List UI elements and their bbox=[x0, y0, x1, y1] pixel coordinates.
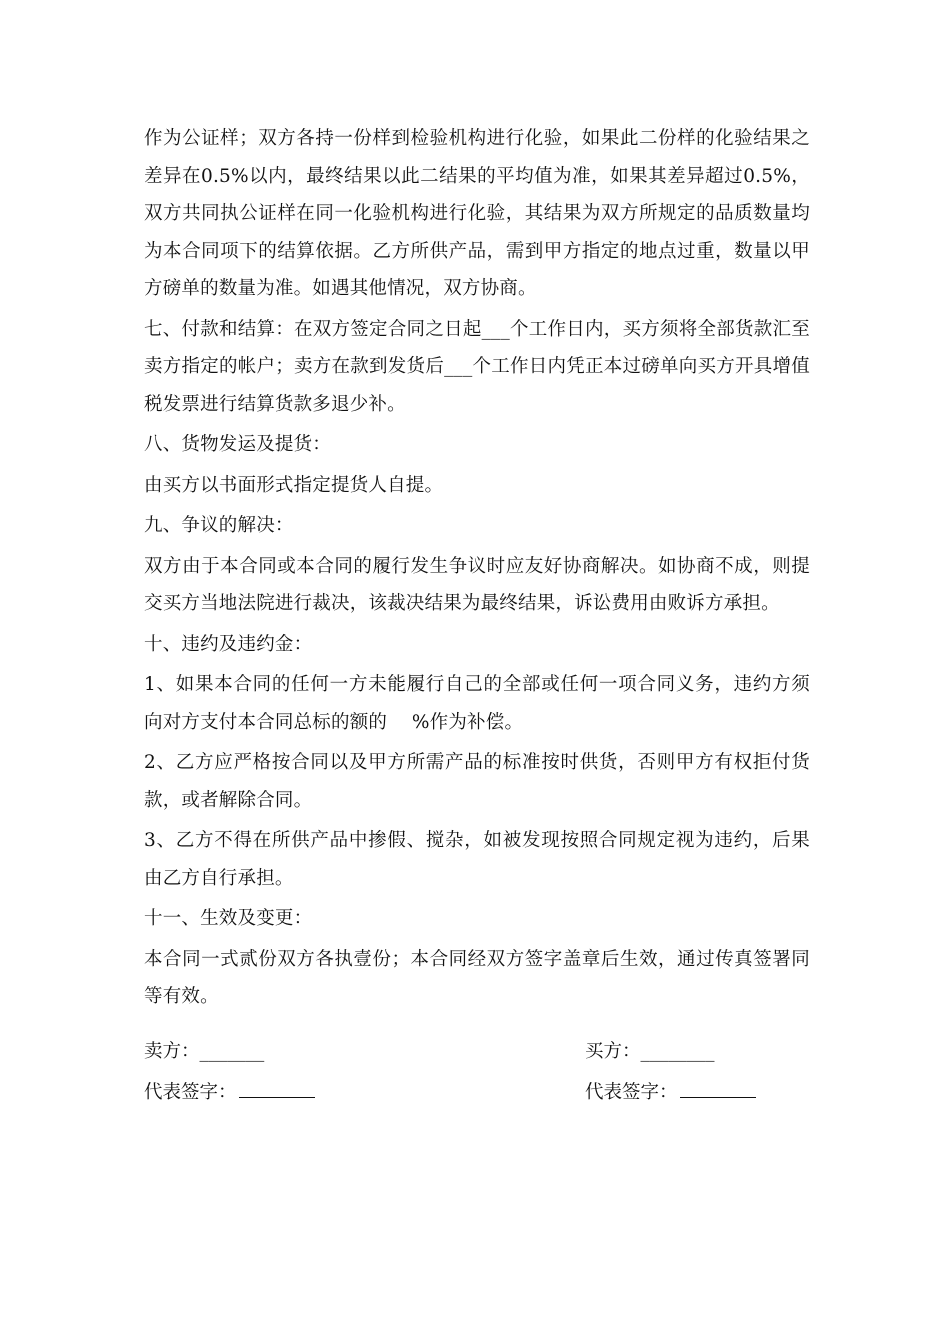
seller-representative bbox=[144, 1071, 315, 1112]
heading-breach-penalty: 十、违约及违约金： bbox=[144, 633, 313, 655]
paragraph-dispute-resolution: 双方由于本合同或本合同的履行发生争议时应友好协商解决。如协商不成，则提交买方当地法院进行裁决，该裁决结果为最终结果，诉讼费用由败诉方承担。 bbox=[144, 555, 810, 614]
buyer-rep-label: 代表签字： bbox=[585, 1082, 678, 1103]
buyer-representative bbox=[585, 1071, 756, 1112]
seller-rep-label: 代表签字： bbox=[144, 1082, 237, 1103]
buyer-signature-line bbox=[680, 1071, 756, 1098]
heading-effect-change: 十一、生效及变更： bbox=[144, 908, 313, 929]
heading-shipping-pickup: 八、货物发运及提货： bbox=[144, 434, 332, 455]
seller-signature-line bbox=[239, 1071, 315, 1098]
seller-label: 卖方：_______ bbox=[144, 1041, 265, 1062]
heading-dispute-resolution: 九、争议的解决： bbox=[144, 515, 294, 536]
paragraph-breach-clause-1: 1、如果本合同的任何一方未能履行自己的全部或任何一项合同义务，违约方须向对方支付本合同总标的额的 %作为补偿。 bbox=[144, 674, 810, 733]
paragraph-shipping-pickup: 由买方以书面形式指定提货人自提。 bbox=[144, 474, 444, 496]
paragraph-effect-change: 本合同一式贰份双方各执壹份；本合同经双方签字盖章后生效，通过传真签署同等有效。 bbox=[144, 948, 810, 1007]
buyer-label: 买方：________ bbox=[585, 1041, 715, 1062]
paragraph-breach-clause-3: 3、乙方不得在所供产品中掺假、搅杂，如被发现按照合同规定视为违约，后果由乙方自行承担。 bbox=[144, 830, 810, 889]
paragraph-payment-settlement: 七、付款和结算：在双方签定合同之日起___个工作日内，买方须将全部货款汇至卖方指定的帐户；卖方在款到发货后___个工作日内凭正本过磅单向买方开具增值税发票进行结算货款多退少补。 bbox=[144, 318, 810, 415]
contract-body bbox=[144, 120, 810, 1016]
paragraph-sample-verification: 作为公证样；双方各持一份样到检验机构进行化验，如果此二份样的化验结果之差异在0.5%以内，最终结果以此二结果的平均值为准，如果其差异超过0.5%，双方共同执公证样在同一化验机构进行化验，其结果为双方所规定的品质数量均为本合同项下的结算依据。乙方所供产品，需到甲方指定的地点过重，数量以甲方磅单的数量为准。如遇其他情况，双方协商。 bbox=[144, 128, 810, 299]
paragraph-breach-clause-2: 2、乙方应严格按合同以及甲方所需产品的标准按时供货，否则甲方有权拒付货款，或者解除合同。 bbox=[144, 752, 810, 811]
